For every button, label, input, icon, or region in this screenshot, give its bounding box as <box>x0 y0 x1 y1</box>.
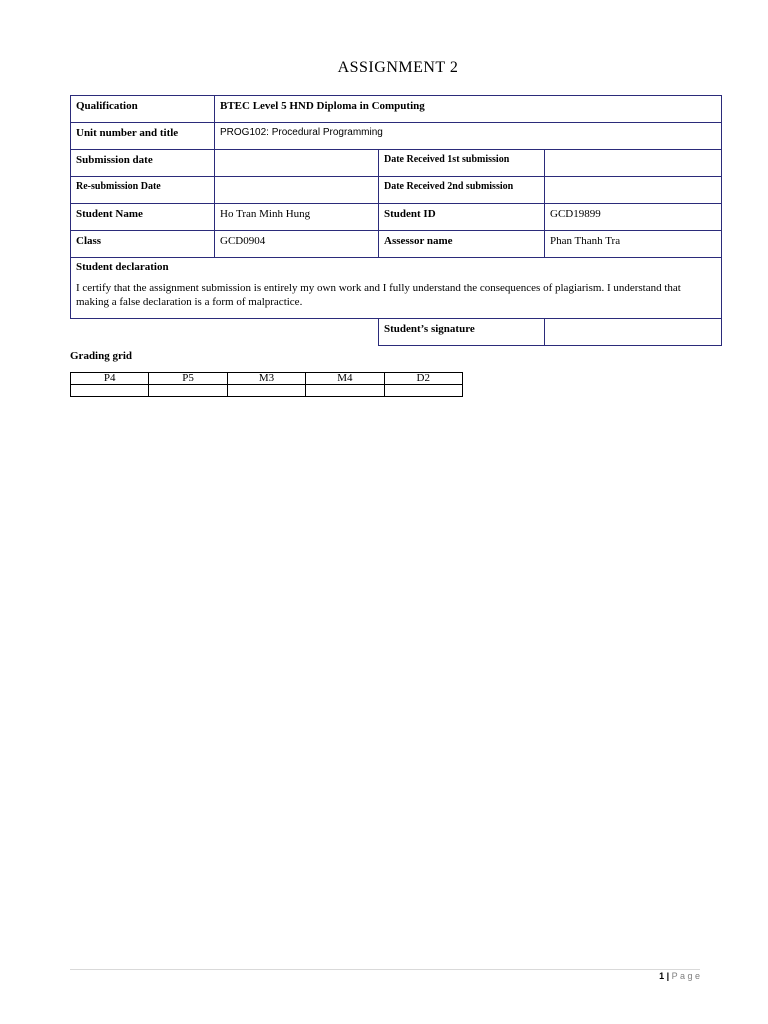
date-received-2-label: Date Received 2nd submission <box>379 177 545 204</box>
resubmission-date-label: Re-submission Date <box>71 177 215 204</box>
date-received-2-value <box>545 177 722 204</box>
grade-header-d2: D2 <box>384 373 462 385</box>
signature-spacer <box>71 319 379 346</box>
student-name-label: Student Name <box>71 204 215 231</box>
document-title: ASSIGNMENT 2 <box>337 59 459 76</box>
grading-value-row <box>71 385 463 397</box>
resubmission-date-value <box>215 177 379 204</box>
grade-value-p5 <box>149 385 227 397</box>
declaration-row <box>71 258 722 319</box>
grade-header-p5: P5 <box>149 373 227 385</box>
assignment-front-sheet <box>70 95 722 346</box>
declaration-text: I certify that the assignment submission is entirely my own work and I fully understand the consequences of plagiarism. I understand that making a false declaration is a form of malpractice. <box>76 282 681 308</box>
grade-value-m3 <box>227 385 305 397</box>
student-id-label: Student ID <box>379 204 545 231</box>
class-label: Class <box>71 231 215 258</box>
grading-grid-label: Grading grid <box>70 350 133 362</box>
signature-value <box>545 319 722 346</box>
grade-header-p4: P4 <box>71 373 149 385</box>
declaration-title: Student declaration <box>76 261 169 273</box>
student-id-value: GCD19899 <box>545 204 722 231</box>
footer-divider <box>70 969 700 970</box>
submission-date-value <box>215 150 379 177</box>
page-footer <box>659 971 700 981</box>
qualification-value: BTEC Level 5 HND Diploma in Computing <box>215 96 722 123</box>
date-received-1-label: Date Received 1st submission <box>379 150 545 177</box>
assessor-label: Assessor name <box>379 231 545 258</box>
grade-value-m4 <box>306 385 384 397</box>
unit-row <box>71 123 722 150</box>
page-word: P a g e <box>671 971 700 981</box>
student-name-row <box>71 204 722 231</box>
signature-label: Student’s signature <box>379 319 545 346</box>
page-number: 1 <box>659 971 665 981</box>
footer-separator: | <box>666 971 670 981</box>
grade-header-m3: M3 <box>227 373 305 385</box>
declaration-cell <box>71 258 722 319</box>
grading-grid <box>70 372 463 397</box>
assessor-value: Phan Thanh Tra <box>545 231 722 258</box>
grade-header-m4: M4 <box>306 373 384 385</box>
resubmission-date-row <box>71 177 722 204</box>
student-name-value: Ho Tran Minh Hung <box>215 204 379 231</box>
date-received-1-value <box>545 150 722 177</box>
submission-date-label: Submission date <box>71 150 215 177</box>
grading-header-row <box>71 373 463 385</box>
submission-date-row <box>71 150 722 177</box>
unit-label: Unit number and title <box>71 123 215 150</box>
grade-value-d2 <box>384 385 462 397</box>
qualification-row <box>71 96 722 123</box>
qualification-label: Qualification <box>71 96 215 123</box>
grade-value-p4 <box>71 385 149 397</box>
class-value: GCD0904 <box>215 231 379 258</box>
class-row <box>71 231 722 258</box>
unit-value: PROG102: Procedural Programming <box>215 123 722 150</box>
signature-row <box>71 319 722 346</box>
